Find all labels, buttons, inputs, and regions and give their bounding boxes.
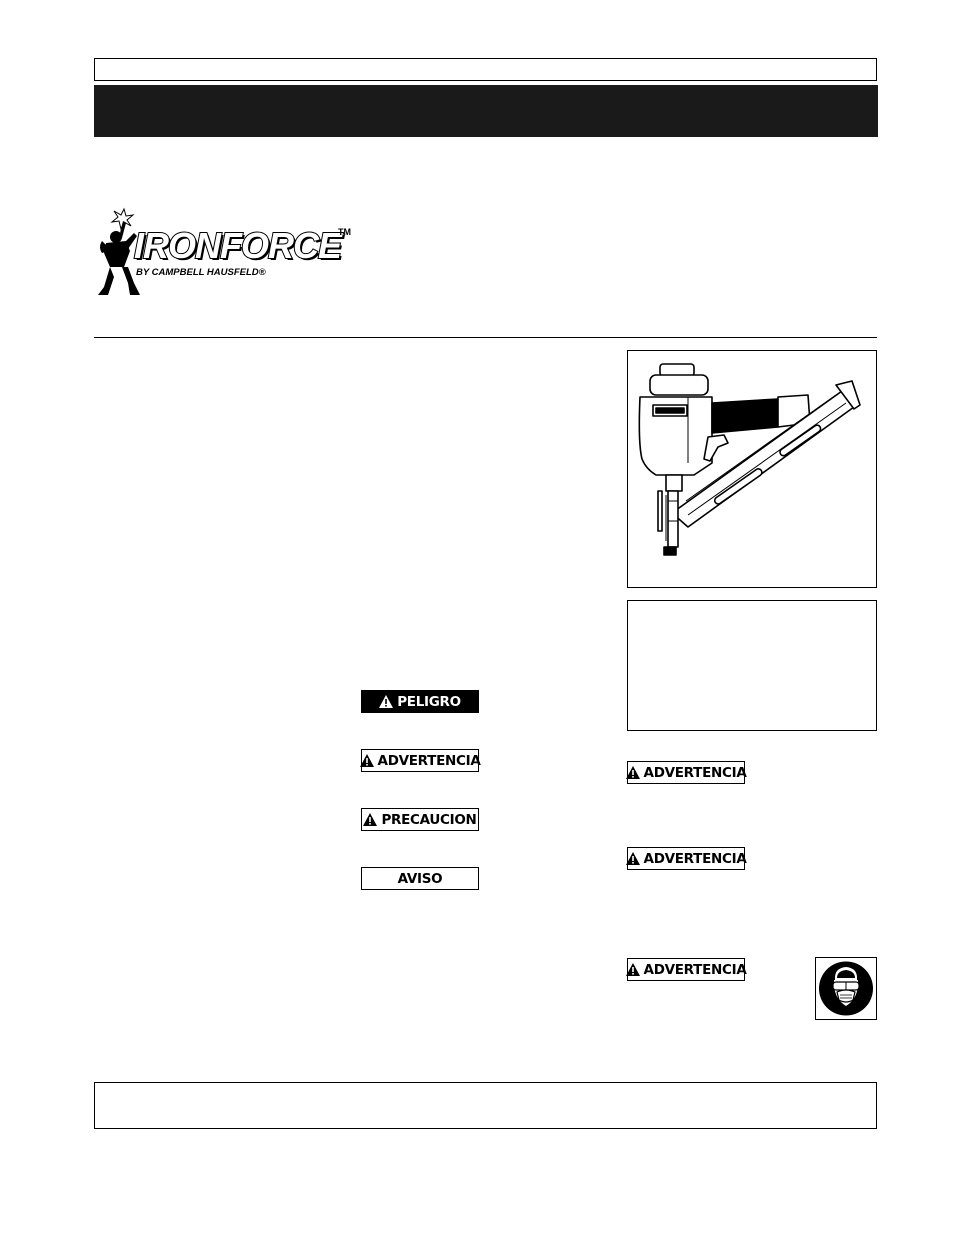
logo-wordmark: IRONFORCE xyxy=(134,225,341,266)
advertencia-text: ADVERTENCIA xyxy=(377,752,481,769)
precaucion-label xyxy=(361,808,479,831)
warning-triangle-icon xyxy=(626,766,640,779)
footer-box xyxy=(94,1082,877,1129)
advertencia-label-1 xyxy=(361,749,479,772)
warning-triangle-icon xyxy=(363,813,377,826)
warning-triangle-icon xyxy=(360,754,374,767)
peligro-text: PELIGRO xyxy=(397,693,461,710)
safety-glasses-mask-icon xyxy=(816,958,876,1019)
framing-nailer-illustration xyxy=(628,351,876,587)
advertencia-label-4 xyxy=(627,958,745,981)
horizontal-rule xyxy=(94,337,877,338)
precaucion-text: PRECAUCION xyxy=(381,811,477,828)
nailer-figure xyxy=(627,350,877,588)
aviso-text: AVISO xyxy=(397,870,443,887)
logo-trademark: TM xyxy=(338,227,351,237)
advertencia-text: ADVERTENCIA xyxy=(643,961,747,978)
aviso-label xyxy=(361,867,479,890)
title-bar xyxy=(94,85,878,137)
warning-triangle-icon xyxy=(379,695,393,708)
peligro-label xyxy=(361,690,479,713)
advertencia-label-2 xyxy=(627,761,745,784)
ironforce-logo xyxy=(94,207,356,299)
header-box xyxy=(94,58,877,81)
advertencia-text: ADVERTENCIA xyxy=(643,850,747,867)
warning-triangle-icon xyxy=(626,852,640,865)
warning-triangle-icon xyxy=(626,963,640,976)
notice-box xyxy=(627,600,877,731)
safety-mask-box xyxy=(815,957,877,1020)
logo-byline: BY CAMPBELL HAUSFELD® xyxy=(136,267,266,278)
advertencia-text: ADVERTENCIA xyxy=(643,764,747,781)
advertencia-label-3 xyxy=(627,847,745,870)
